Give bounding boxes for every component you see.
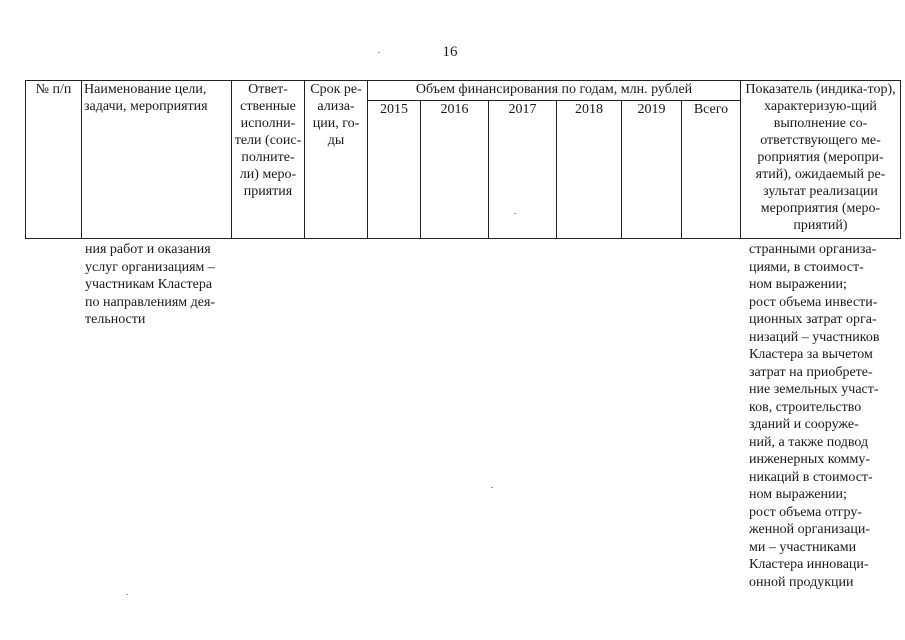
text-line: ний, а также подвод: [749, 434, 869, 450]
header-funding-text: Объем финансирования по годам, млн. рублей: [415, 82, 693, 97]
header-responsible-text: Ответ-ственные исполни-тели (соис-полните-ли) меро-приятия: [234, 82, 302, 199]
header-year-2016: 2016: [421, 101, 489, 239]
header-number-text: № п/п: [35, 82, 72, 97]
text-line: ние земельных участ-: [749, 382, 879, 397]
header-funding: [368, 81, 741, 101]
text-line: рост объема отгру-: [749, 504, 863, 520]
text-line: ния работ и оказания: [85, 242, 211, 257]
scan-speck: [514, 213, 516, 214]
header-name-text: Наименование цели, задачи, мероприятия: [84, 82, 208, 114]
text-line: никаций в стоимост-: [749, 469, 873, 485]
scan-speck: [378, 52, 380, 53]
text-line: странными организа-: [749, 242, 877, 257]
continuation-left-text: [85, 241, 245, 329]
financing-table: [25, 80, 901, 239]
text-line: женной организаци-: [749, 522, 871, 537]
text-line: затрат на приобрете-: [749, 364, 873, 380]
header-number: [26, 81, 82, 239]
header-total: Всего: [682, 101, 741, 239]
header-term-text: Срок ре-ализа-ции, го-ды: [310, 82, 362, 148]
text-line: зданий и сооруже-: [749, 417, 859, 432]
header-term: [305, 81, 368, 239]
text-line: по направлениям дея-: [85, 294, 216, 310]
scan-speck: [491, 487, 493, 488]
header-year-2019: 2019: [622, 101, 682, 239]
text-line: циями, в стоимост-: [749, 259, 864, 275]
header-year-2015: 2015: [368, 101, 421, 239]
text-line: ном выражении;: [749, 487, 847, 502]
header-year-2017: 2017: [489, 101, 557, 239]
text-line: ми – участниками: [749, 539, 857, 555]
text-line: услуг организациям –: [85, 259, 215, 275]
header-responsible: [232, 81, 305, 239]
text-line: ционных затрат орга-: [749, 312, 877, 327]
page-number: 16: [442, 44, 458, 60]
text-line: участникам Кластера: [85, 277, 213, 292]
text-line: Кластера за вычетом: [749, 347, 873, 362]
text-line: рост объема инвести-: [749, 294, 878, 310]
text-line: Кластера инноваци-: [749, 557, 869, 572]
continuation-right-text: [749, 241, 904, 591]
text-line: тельности: [85, 312, 146, 327]
header-indicator: [741, 81, 901, 239]
text-line: низаций – участников: [749, 329, 880, 345]
text-line: онной продукции: [749, 574, 854, 590]
scan-speck: [126, 594, 128, 595]
text-line: ков, строительство: [749, 399, 862, 415]
text-line: инженерных комму-: [749, 452, 870, 467]
text-line: ном выражении;: [749, 277, 847, 292]
header-name: [82, 81, 232, 239]
header-year-2018: 2018: [557, 101, 622, 239]
header-indicator-text: Показатель (индика-тор), характеризую-щий выполнение со-ответствующего ме-роприятия (меропри-ятий), ожидаемый ре-зультат реализации мероприятия (меро-приятий): [745, 82, 896, 233]
